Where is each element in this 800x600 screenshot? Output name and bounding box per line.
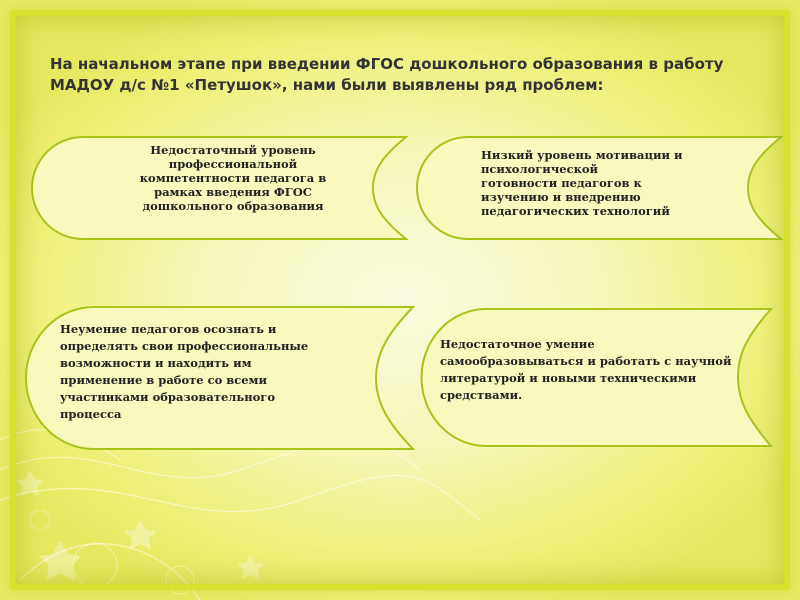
problem-panel-3: [22, 303, 417, 453]
problem-text-2: Низкий уровень мотивации и психологической готовности педагогов к изучению и внедрению педагогических технологий: [481, 148, 683, 218]
problem-text-1: Недостаточный уровень профессиональной компетентности педагога в рамках введения ФГОС дошкольного образования: [139, 143, 327, 213]
problem-panel-2: [413, 133, 785, 243]
slide-title-line-1: На начальном этапе при введении ФГОС дошкольного образования в работу: [50, 55, 724, 73]
problem-panel-1: [28, 133, 410, 243]
problem-text-3: Неумение педагогов осознать и определять свои профессиональные возможности и находить им применение в работе со всеми участниками образовательного процесса: [60, 322, 309, 421]
problem-text-4: Недостаточное умение самообразовываться и работать с научной литературой и новыми техническими средствами.: [440, 337, 732, 402]
slide-frame: [10, 10, 790, 590]
slide-title: [50, 54, 750, 96]
slide-title-line-2: МАДОУ д/с №1 «Петушок», нами были выявлены ряд проблем:: [50, 76, 604, 94]
problem-panel-4: [418, 305, 775, 450]
